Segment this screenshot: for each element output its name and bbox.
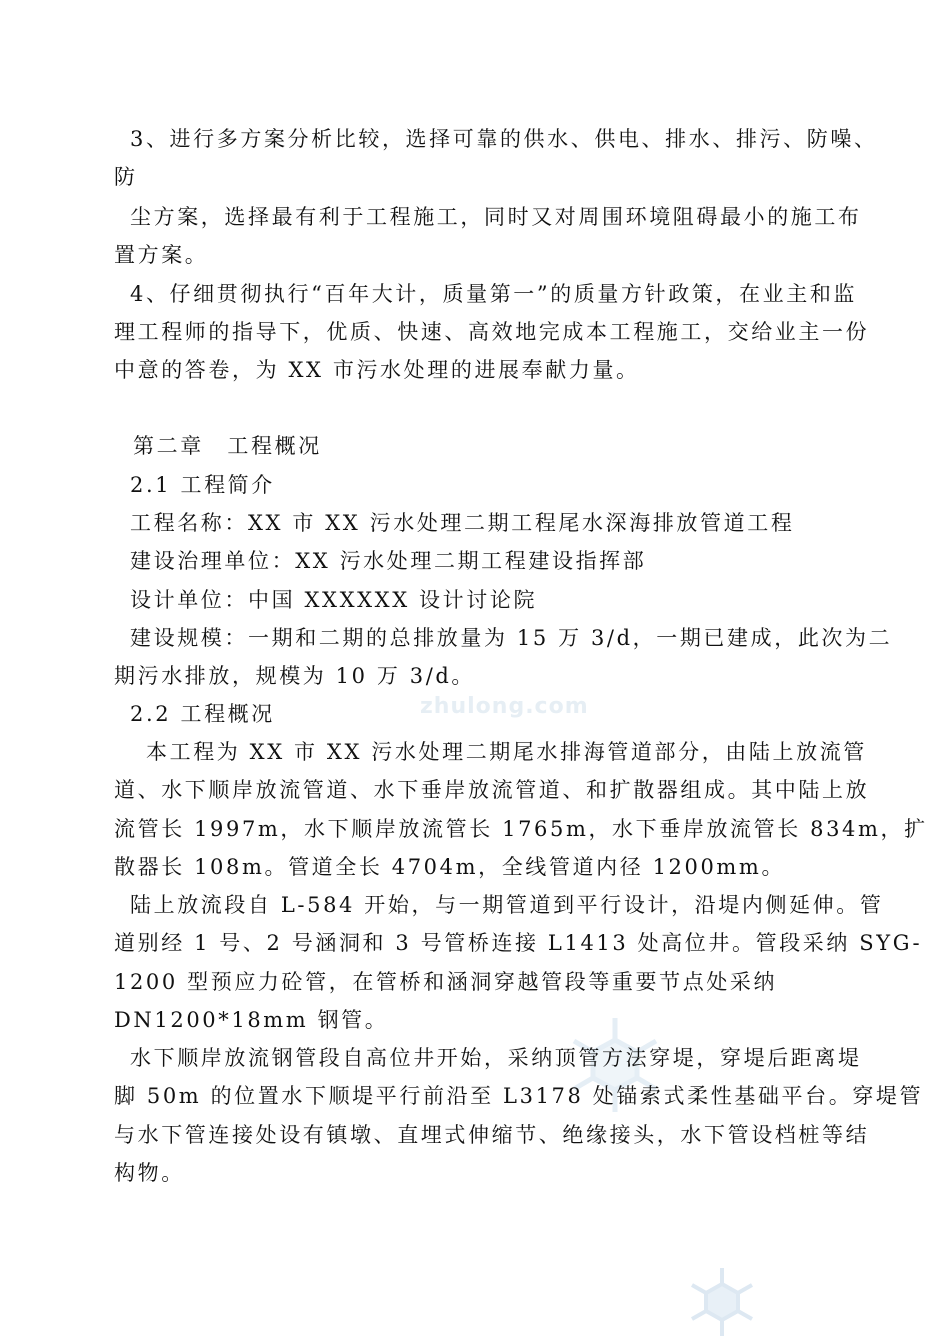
text-line: 置方案。 bbox=[114, 243, 209, 267]
text-line: 与水下管连接处设有镇墩、直埋式伸缩节、绝缘接头，水下管设档桩等结 bbox=[114, 1123, 870, 1147]
text-line: 脚 50m 的位置水下顺堤平行前沿至 L3178 处锚索式柔性基础平台。穿堤管 bbox=[114, 1084, 924, 1108]
text-line: 本工程为 XX 市 XX 污水处理二期尾水排海管道部分，由陆上放流管 bbox=[146, 740, 867, 764]
text-line: 设计单位：中国 XXXXXX 设计讨论院 bbox=[130, 588, 538, 612]
text-line: 道别经 1 号、2 号涵洞和 3 号管桥连接 L1413 处高位井。管段采纳 SYG- bbox=[114, 931, 923, 955]
text-line: DN1200*18mm 钢管。 bbox=[114, 1008, 389, 1032]
text-line: 中意的答卷，为 XX 市污水处理的进展奉献力量。 bbox=[114, 358, 640, 382]
text-line: 理工程师的指导下，优质、快速、高效地完成本工程施工，交给业主一份 bbox=[114, 320, 870, 344]
text-line: 散器长 108m。管道全长 4704m，全线管道内径 1200mm。 bbox=[114, 855, 786, 879]
section-heading: 2.1 工程简介 bbox=[130, 473, 275, 497]
watermark-text: zhulong.com bbox=[420, 694, 589, 719]
text-line: 1200 型预应力砼管，在管桥和涵洞穿越管段等重要节点处采纳 bbox=[114, 970, 778, 994]
text-line: 4、仔细贯彻执行“百年大计，质量第一”的质量方针政策，在业主和监 bbox=[130, 282, 858, 306]
text-line: 防 bbox=[114, 165, 138, 189]
text-line: 3、进行多方案分析比较，选择可靠的供水、供电、排水、排污、防噪、 bbox=[130, 127, 878, 151]
snowflake-watermark-icon bbox=[682, 1262, 762, 1342]
text-line: 建设规模：一期和二期的总排放量为 15 万 3/d，一期已建成，此次为二 bbox=[130, 626, 893, 650]
chapter-heading: 第二章 工程概况 bbox=[133, 434, 322, 458]
text-line: 尘方案，选择最有利于工程施工，同时又对周围环境阻碍最小的施工布 bbox=[130, 205, 862, 229]
section-heading: 2.2 工程概况 bbox=[130, 702, 275, 726]
text-line: 水下顺岸放流钢管段自高位井开始，采纳顶管方法穿堤，穿堤后距离堤 bbox=[130, 1046, 862, 1070]
text-line: 构物。 bbox=[114, 1161, 185, 1185]
text-line: 陆上放流段自 L-584 开始，与一期管道到平行设计，沿堤内侧延伸。管 bbox=[130, 893, 884, 917]
text-line: 工程名称：XX 市 XX 污水处理二期工程尾水深海排放管道工程 bbox=[130, 511, 795, 535]
text-line: 建设治理单位：XX 污水处理二期工程建设指挥部 bbox=[130, 549, 647, 573]
text-line: 期污水排放，规模为 10 万 3/d。 bbox=[114, 664, 476, 688]
text-line: 道、水下顺岸放流管道、水下垂岸放流管道、和扩散器组成。其中陆上放 bbox=[114, 778, 870, 802]
text-line: 流管长 1997m，水下顺岸放流管长 1765m，水下垂岸放流管长 834m，扩 bbox=[114, 817, 928, 841]
